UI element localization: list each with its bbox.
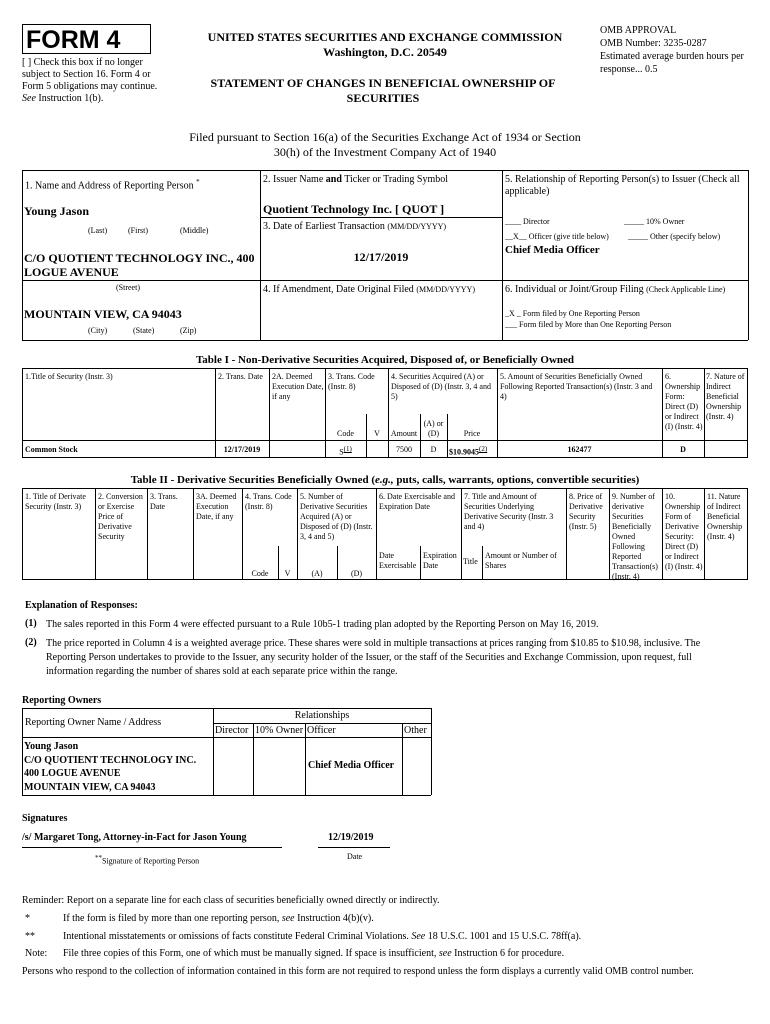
rule xyxy=(461,488,462,580)
t1-h2: 2. Trans. Date xyxy=(218,372,263,381)
officer-title: Chief Media Officer xyxy=(505,244,600,256)
note-label: Note: xyxy=(25,948,48,959)
rule xyxy=(22,170,23,340)
street-caption: (Street) xyxy=(116,283,140,292)
t1-h2a: 2A. Deemed Execution Date, if any xyxy=(272,372,324,401)
rule xyxy=(147,488,148,580)
last-caption: (Last) xyxy=(88,226,108,235)
rule xyxy=(22,280,748,281)
star-mark: * xyxy=(25,913,30,924)
checkbox-ref: Instruction 1(b). xyxy=(38,93,104,104)
filed-pursuant: Filed pursuant to Section 16(a) of the Securities Exchange Act of 1934 or Section 30(h) of the Investment Company Act of 1940 xyxy=(189,130,581,159)
multi-person-option: ___ Form filed by More than One Reporting Person xyxy=(505,320,672,329)
t2-h7: 7. Title and Amount of Securities Underlying Derivative Security (Instr. 3 and 4) xyxy=(464,492,554,531)
rule xyxy=(482,546,483,580)
t2-title: Title xyxy=(463,557,478,566)
dstar-note: Intentional misstatements or omissions of facts constitute Federal Criminal Violations. See 18 U.S.C. 1001 and 15 U.S.C. 78ff(a). xyxy=(63,931,582,942)
owner-name: Young Jason xyxy=(24,741,79,752)
box3-label: 3. Date of Earliest Transaction (MM/DD/YYYY) xyxy=(263,221,447,232)
omb-number: OMB Number: 3235-0287 xyxy=(600,38,707,49)
rule xyxy=(22,737,431,738)
signature-caption: **Signature of Reporting Person xyxy=(95,854,200,866)
rule xyxy=(305,723,306,795)
t1-h7: 7. Nature of Indirect Beneficial Ownership (Instr. 4) xyxy=(706,372,745,421)
rule xyxy=(22,170,748,171)
owners-col-officer: Officer xyxy=(307,725,336,736)
t2-code: Code xyxy=(251,569,269,578)
omb-burden: Estimated average burden hours per response... 0.5 xyxy=(600,51,744,75)
box5-label: 5. Relationship of Reporting Person(s) to Issuer (Check all applicable) xyxy=(505,174,740,197)
t1-amount: Amount xyxy=(390,429,418,438)
box6-label: 6. Individual or Joint/Group Filing (Check Applicable Line) xyxy=(505,284,726,295)
rule xyxy=(609,488,610,580)
t1-ad: (A) or (D) xyxy=(423,419,444,438)
rule xyxy=(269,368,270,458)
signatures-heading: Signatures xyxy=(22,813,68,824)
t1-price: Price xyxy=(463,429,481,438)
t1-row-ad: D xyxy=(430,445,437,454)
t1-h4: 4. Securities Acquired (A) or Disposed of (D) (Instr. 3, 4 and 5) xyxy=(391,372,491,401)
table1-title: Table I - Non-Derivative Securities Acquired, Disposed of, or Beneficially Owned xyxy=(195,354,575,366)
t2-amount-shares: Amount or Number of Shares xyxy=(485,551,557,570)
other-option: _____ Other (specify below) xyxy=(628,232,721,241)
rule xyxy=(748,170,749,340)
t2-h3: 3. Trans. Date xyxy=(150,492,178,511)
signature-date: 12/19/2019 xyxy=(328,832,374,843)
t1-row-title: Common Stock xyxy=(25,445,78,454)
officer-option: __X__ Officer (give title below) xyxy=(505,232,609,241)
street-address: C/O QUOTIENT TECHNOLOGY INC., 400 LOGUE AVENUE xyxy=(24,251,255,279)
box1-label: 1. Name and Address of Reporting Person * xyxy=(25,178,200,192)
agency-name: UNITED STATES SECURITIES AND EXCHANGE COMMISSION xyxy=(207,30,563,44)
footnote-1-link[interactable]: (1) xyxy=(343,445,352,453)
t2-h1: 1. Title of Derivate Security (Instr. 3) xyxy=(25,492,86,511)
explanation-heading: Explanation of Responses: xyxy=(25,600,138,611)
city-address: MOUNTAIN VIEW, CA 94043 xyxy=(24,307,182,321)
rule xyxy=(22,340,748,341)
rule xyxy=(253,723,254,795)
t1-h3: 3. Trans. Code (Instr. 8) xyxy=(328,372,375,391)
rule xyxy=(22,795,431,796)
t1-row-form: D xyxy=(680,445,686,454)
omb-title: OMB APPROVAL xyxy=(600,25,677,36)
omb-approval xyxy=(600,24,750,76)
rule xyxy=(420,546,421,580)
rule xyxy=(22,847,282,848)
t2-d: (D) xyxy=(350,569,363,578)
statement-title: STATEMENT OF CHANGES IN BENEFICIAL OWNERSHIP OF SECURITIES xyxy=(210,76,556,105)
rule xyxy=(376,488,377,580)
footnote-2-link[interactable]: (2) xyxy=(479,445,488,453)
t2-h8: 8. Price of Derivative Security (Instr. 5) xyxy=(569,492,603,531)
t1-row-owned: 162477 xyxy=(567,445,592,454)
t2-expiration: Expiration Date xyxy=(423,551,457,570)
form-title: FORM 4 xyxy=(26,26,121,54)
owners-heading: Reporting Owners xyxy=(22,695,102,706)
t2-h2: 2. Conversion or Exercise Price of Derivative Security xyxy=(98,492,143,541)
date-caption: Date xyxy=(347,852,363,861)
reminder: Reminder: Report on a separate line for each class of securities beneficially owned directly or indirectly. xyxy=(22,895,440,906)
ten-pct-owner-option: _____ 10% Owner xyxy=(624,217,685,226)
zip-caption: (Zip) xyxy=(180,326,197,335)
t2-h3a: 3A. Deemed Execution Date, if any xyxy=(196,492,237,521)
t2-h10: 10. Ownership Form of Derivative Security: Direct (D) or Indirect (I) (Instr. 4) xyxy=(665,492,703,571)
t2-h5: 5. Number of Derivative Securities Acquired (A) or Disposed of (D) (Instr. 3, 4 and 5) xyxy=(300,492,373,541)
dstar-mark: ** xyxy=(25,931,35,942)
rule xyxy=(22,440,748,441)
t2-a: (A) xyxy=(311,569,323,578)
owners-col-director: Director xyxy=(215,725,249,736)
t1-h5: 5. Amount of Securities Beneficially Owned Following Reported Transaction(s) (Instr. 3 and 4) xyxy=(500,372,653,401)
t2-h9: 9. Number of derivative Securities Beneficially Owned Following Reported Transaction(s) (Instr. 4) xyxy=(612,492,658,581)
rule xyxy=(213,723,431,724)
rule xyxy=(260,217,502,218)
owner-address-1: C/O QUOTIENT TECHNOLOGY INC. xyxy=(24,754,197,766)
signer: /s/ Margaret Tong, Attorney-in-Fact for Jason Young xyxy=(22,832,247,843)
owners-col-ten-pct: 10% Owner xyxy=(255,725,304,736)
see-word: See xyxy=(22,93,36,104)
one-person-option: _X _ Form filed by One Reporting Person xyxy=(505,309,640,318)
t2-h6: 6. Date Exercisable and Expiration Date xyxy=(379,492,455,511)
explanation-num-1: (1) xyxy=(25,618,37,629)
explanation-text-2: The price reported in Column 4 is a weighted average price. These shares were sold in multiple transactions at prices ranging from $10.85 to $10.98, inclusive. The Reporting Person undertakes to provide to the Issuer, any security holder of the Issuer, or the staff of the Securities and Exchange Commission, upon request, full information regarding the number of shares sold at each separate price within the range. xyxy=(46,638,701,677)
owner-address-3: MOUNTAIN VIEW, CA 94043 xyxy=(24,781,156,793)
reporting-person-name: Young Jason xyxy=(24,204,90,218)
earliest-transaction-date: 12/17/2019 xyxy=(353,250,409,264)
rule xyxy=(193,488,194,580)
rule xyxy=(22,708,23,795)
t1-row-code: $S^{(1)}$ xyxy=(339,445,352,457)
t2-h11: 11. Nature of Indirect Beneficial Ownership (Instr. 4) xyxy=(707,492,743,541)
table2-title: Table II - Derivative Securities Beneficially Owned (e.g., puts, calls, warrants, options, convertible securities) xyxy=(130,474,640,486)
persons-notice: Persons who respond to the collection of information contained in this form are not required to respond unless the form displays a currently valid OMB control number. xyxy=(22,966,694,977)
box1-mark: * xyxy=(196,178,200,186)
city-caption: (City) xyxy=(88,326,108,335)
box4-label: 4. If Amendment, Date Original Filed (MM/DD/YYYY) xyxy=(263,284,475,295)
owner-name-block xyxy=(24,740,196,794)
form-title-box xyxy=(22,24,151,54)
checkbox-instruction xyxy=(22,57,170,105)
rule xyxy=(402,723,403,795)
rule xyxy=(297,488,298,580)
owners-col-other: Other xyxy=(404,725,427,736)
rule xyxy=(566,488,567,580)
t1-row-date: 12/17/2019 xyxy=(223,445,261,454)
t2-h4: 4. Trans. Code (Instr. 8) xyxy=(245,492,292,511)
rule xyxy=(95,488,96,580)
director-option: ____ Director xyxy=(505,217,550,226)
owner-officer-value: Chief Media Officer xyxy=(308,760,395,771)
rule xyxy=(431,708,432,795)
owners-relationships: Relationships xyxy=(294,710,350,721)
t1-h1: 1.Title of Security (Instr. 3) xyxy=(25,372,113,381)
t1-code: Code xyxy=(337,429,354,438)
checkbox-text: [ ] Check this box if no longer subject to Section 16. Form 4 or Form 5 obligations may continue. xyxy=(22,57,158,92)
explanation-text-1: The sales reported in this Form 4 were effected pursuant to a Rule 10b5-1 trading plan adopted by the Reporting Person on May 16, 2019. xyxy=(46,619,599,630)
rule xyxy=(242,488,243,580)
note-text: File three copies of this Form, one of which must be manually signed. If space is insufficient, see Instruction 6 for procedure. xyxy=(63,948,565,959)
rule xyxy=(318,847,390,848)
box2-label: 2. Issuer Name and Ticker or Trading Symbol xyxy=(263,174,449,185)
issuer-name: Quotient Technology Inc. [ QUOT ] xyxy=(263,202,445,216)
t1-v: V xyxy=(374,429,380,438)
rule xyxy=(22,708,431,709)
t2-v: V xyxy=(284,569,291,578)
t1-row-amount: 7500 xyxy=(396,445,412,454)
first-caption: (First) xyxy=(128,226,148,235)
t1-h6: 6. Ownership Form: Direct (D) or Indirect (I) (Instr. 4) xyxy=(665,372,703,431)
owners-col-name: Reporting Owner Name / Address xyxy=(25,717,162,728)
explanation-num-2: (2) xyxy=(25,637,37,648)
state-caption: (State) xyxy=(133,326,155,335)
agency-city: Washington, D.C. 20549 xyxy=(323,45,447,59)
t1-row-price: $10.9045$^{(2)}$ xyxy=(449,445,488,457)
rule xyxy=(662,488,663,580)
star-note: If the form is filed by more than one reporting person, see Instruction 4(b)(v). xyxy=(63,913,374,924)
owner-address-2: 400 LOGUE AVENUE xyxy=(24,768,121,779)
t2-date-ex: Date Exercisable xyxy=(379,551,417,570)
rule xyxy=(502,170,503,340)
middle-caption: (Middle) xyxy=(180,226,209,235)
